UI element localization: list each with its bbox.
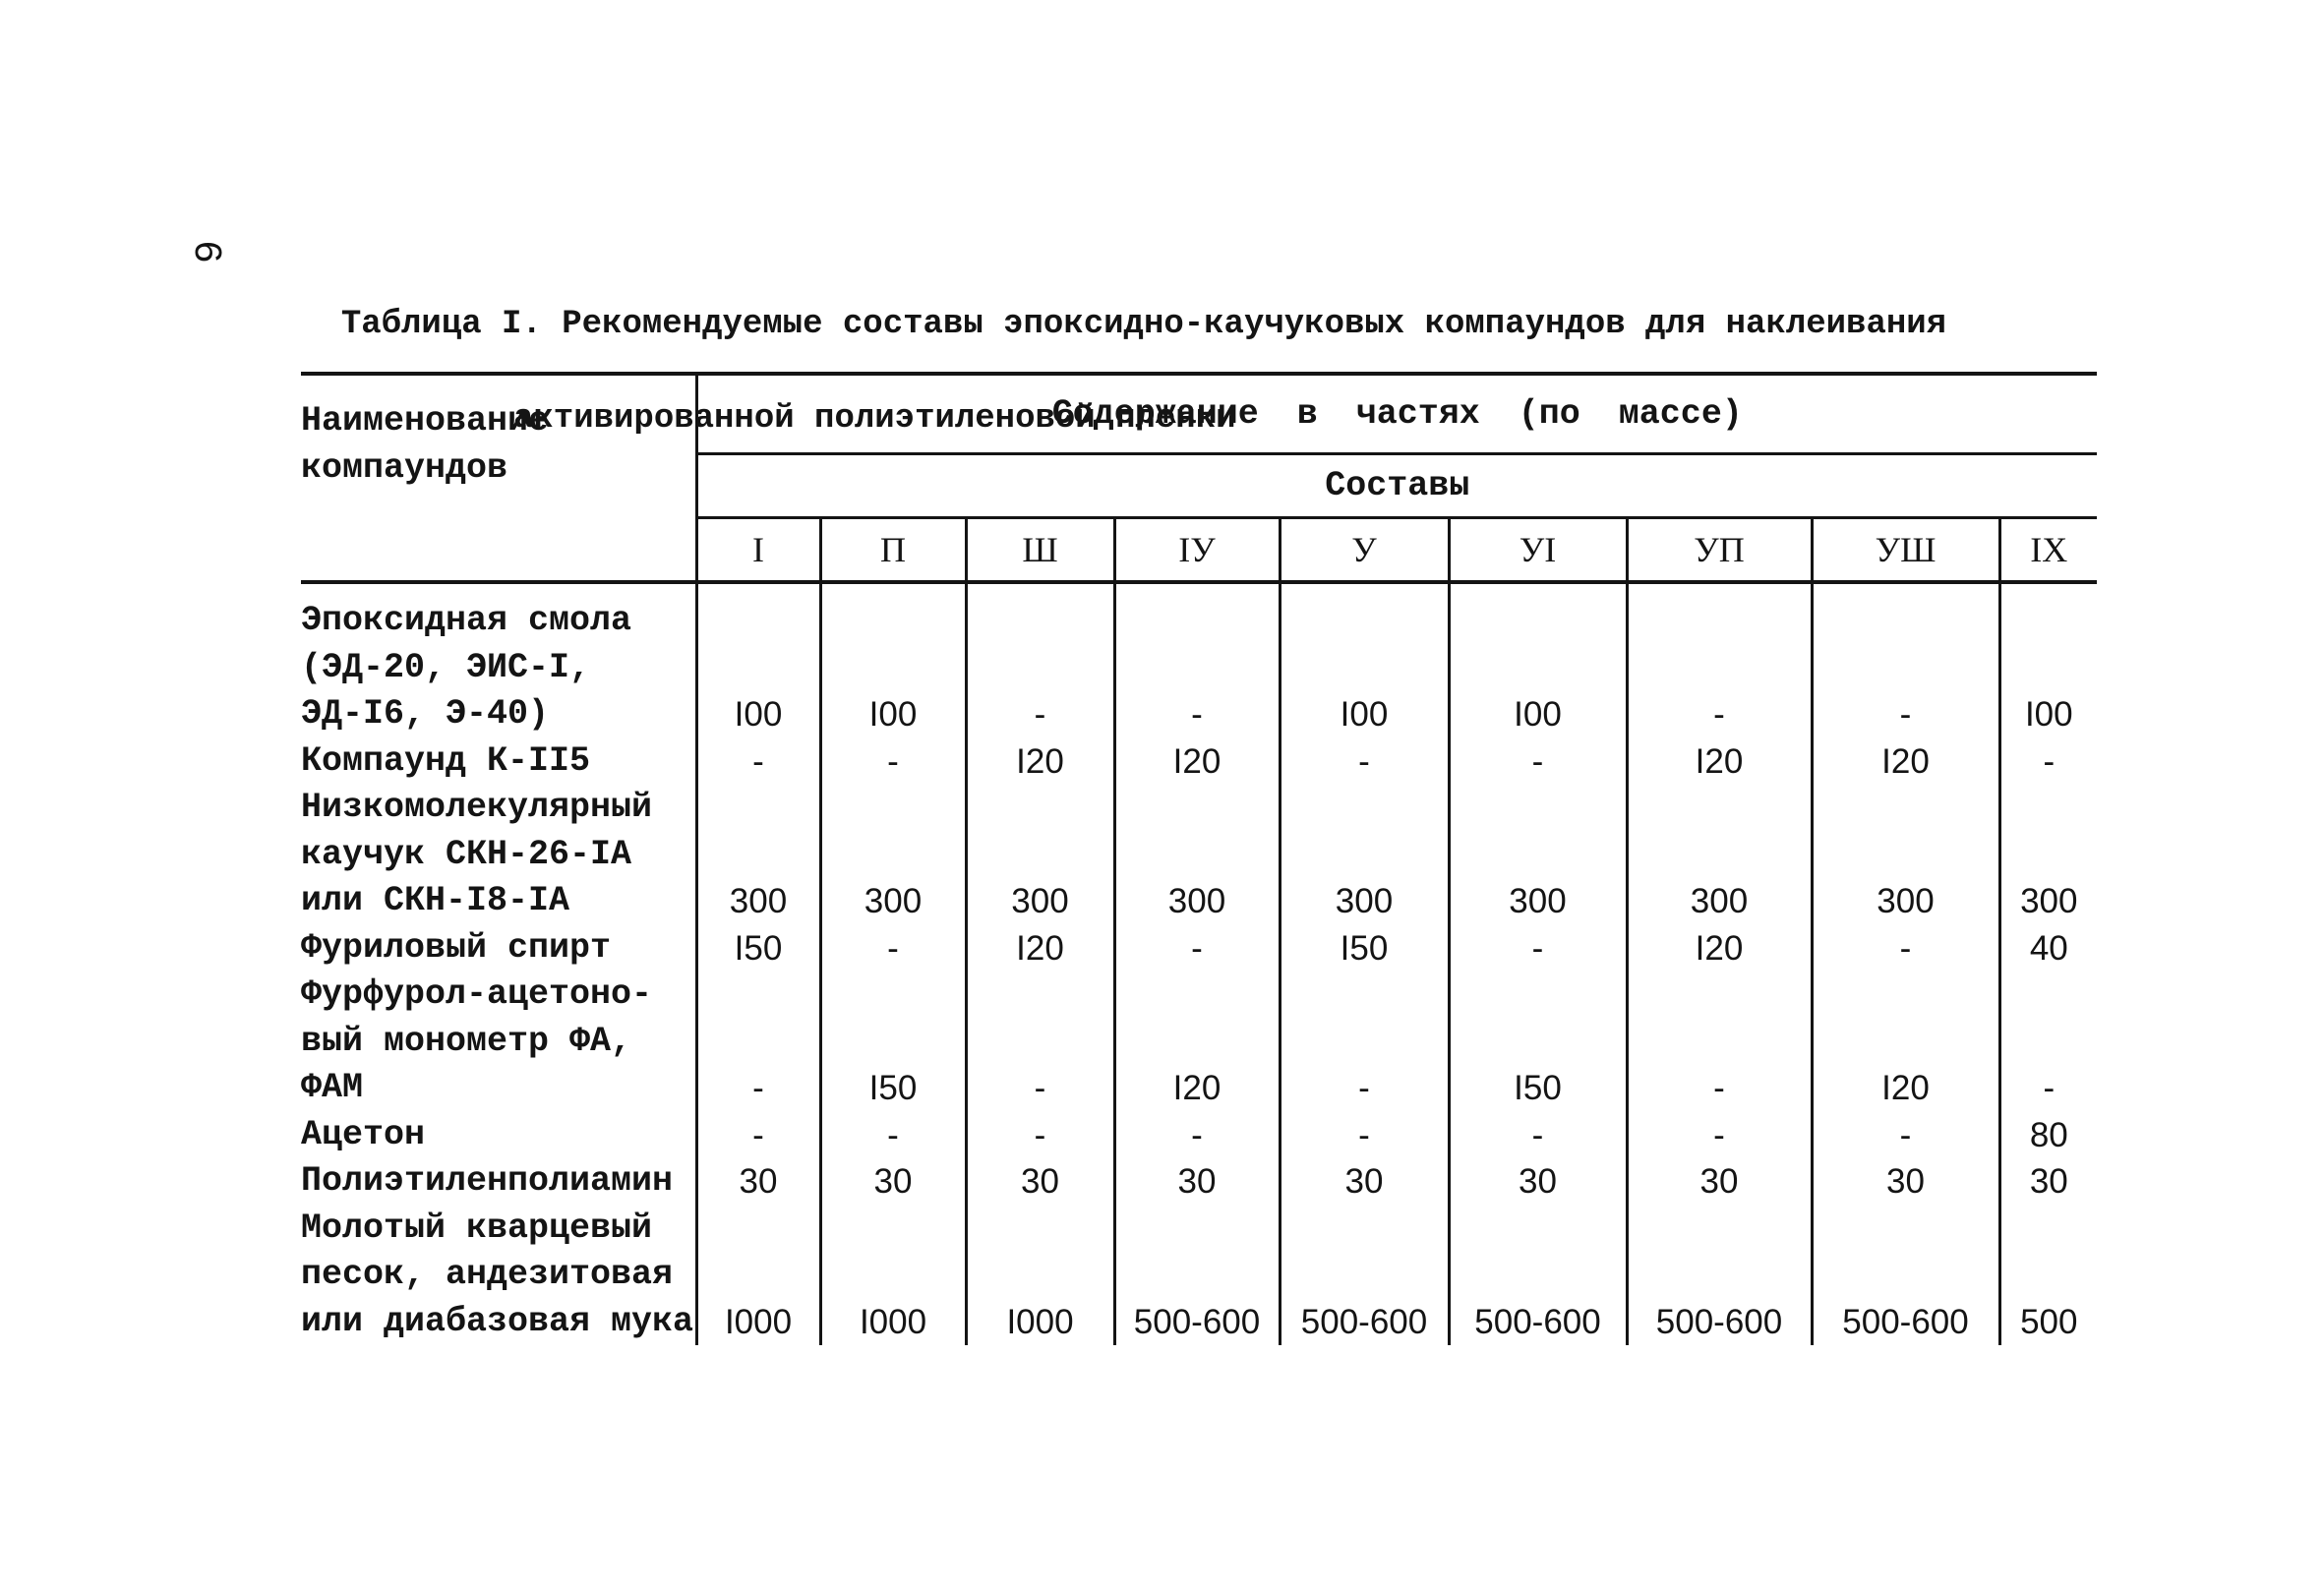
table-cell: 80 [1999, 1112, 2097, 1159]
table-row [301, 925, 2097, 972]
table-cell: I20 [1812, 972, 1999, 1112]
table-row [301, 972, 2097, 1112]
column-header: УI [1449, 518, 1627, 583]
table-cell: I20 [1114, 738, 1280, 786]
table-cell: 40 [1999, 925, 2097, 972]
table-cell: I00 [820, 598, 966, 738]
table-cell: I20 [1627, 925, 1812, 972]
table-cell: - [1449, 925, 1627, 972]
table-cell: I000 [696, 1206, 820, 1346]
row-name: Ацетон [301, 1114, 426, 1154]
row-name: Молотый кварцевый песок, андезитовая или диабазовая мука [301, 1208, 694, 1341]
column-header: У [1280, 518, 1449, 583]
table-cell: 300 [1280, 785, 1449, 925]
table-cell: I20 [1812, 738, 1999, 786]
table-cell: 30 [1812, 1158, 1999, 1206]
table-cell: 30 [1114, 1158, 1280, 1206]
table-cell: - [966, 972, 1114, 1112]
column-header: П [820, 518, 966, 583]
table-row [301, 785, 2097, 925]
table-cell: 30 [820, 1158, 966, 1206]
column-header: Ш [966, 518, 1114, 583]
table-row [301, 1206, 2097, 1346]
name-column-header: Наименование компаундов [301, 374, 696, 582]
table-cell: - [966, 598, 1114, 738]
table-cell: - [820, 738, 966, 786]
caption-line-1: Таблица I. Рекомендуемые составы эпоксидно-каучуковых компаундов для наклеивания [340, 306, 1947, 343]
table-cell: I20 [1114, 972, 1280, 1112]
table-cell: I00 [696, 598, 820, 738]
table-row [301, 598, 2097, 738]
row-name: Фурфурол-ацетоно- вый монометр ФА, ФАМ [301, 974, 653, 1107]
table-cell: I50 [696, 925, 820, 972]
page-number: 6 [183, 239, 228, 265]
table-cell: I000 [966, 1206, 1114, 1346]
table-cell: I50 [1280, 925, 1449, 972]
column-header: IУ [1114, 518, 1280, 583]
table-cell: - [1999, 972, 2097, 1112]
table-cell: I50 [820, 972, 966, 1112]
content-header: Содержание в частях (по массе) [696, 374, 2097, 454]
column-header: УП [1627, 518, 1812, 583]
table-cell: I00 [1999, 598, 2097, 738]
row-name: Эпоксидная смола (ЭД-20, ЭИС-I, ЭД-I6, Э-40) [301, 601, 632, 734]
table-cell: - [1627, 598, 1812, 738]
table-cell: - [696, 972, 820, 1112]
table-cell: 300 [966, 785, 1114, 925]
table-cell: 500-600 [1280, 1206, 1449, 1346]
table-cell: I00 [1449, 598, 1627, 738]
table-cell: 30 [1999, 1158, 2097, 1206]
table-cell: - [966, 1112, 1114, 1159]
table-cell: 30 [1627, 1158, 1812, 1206]
table-cell: - [1812, 925, 1999, 972]
table-cell: - [820, 1112, 966, 1159]
row-name: Низкомолекулярный каучук СКН-26-IА или СКН-I8-IА [301, 788, 653, 920]
table-cell: - [1627, 972, 1812, 1112]
table-cell: I20 [1627, 738, 1812, 786]
table-cell: - [1999, 738, 2097, 786]
table-cell: 300 [696, 785, 820, 925]
table-cell: 500 [1999, 1206, 2097, 1346]
table-cell: - [1114, 598, 1280, 738]
table-cell: - [1280, 1112, 1449, 1159]
caption-line-2: активированной полиэтиленовой пленки [513, 400, 1236, 438]
table-cell: I000 [820, 1206, 966, 1346]
table-cell: 30 [1280, 1158, 1449, 1206]
table-cell: I50 [1449, 972, 1627, 1112]
table-cell: 500-600 [1627, 1206, 1812, 1346]
column-header: I [696, 518, 820, 583]
table-cell: I20 [966, 925, 1114, 972]
table-row [301, 1112, 2097, 1159]
table-cell: 500-600 [1449, 1206, 1627, 1346]
compound-table [301, 372, 2097, 1345]
table-cell: - [1449, 738, 1627, 786]
table-cell: 300 [1812, 785, 1999, 925]
table-cell: 300 [1449, 785, 1627, 925]
row-name: Полиэтиленполиамин [301, 1161, 674, 1201]
table-cell: - [820, 925, 966, 972]
table-cell: 300 [1627, 785, 1812, 925]
table-cell: - [1280, 738, 1449, 786]
table-cell: - [1812, 1112, 1999, 1159]
table-cell: - [1627, 1112, 1812, 1159]
table-cell: 500-600 [1812, 1206, 1999, 1346]
row-name: Фуриловый спирт [301, 927, 612, 968]
table-cell: 30 [696, 1158, 820, 1206]
table-cell: 500-600 [1114, 1206, 1280, 1346]
table-cell: 300 [1114, 785, 1280, 925]
table-cell: I20 [966, 738, 1114, 786]
table-cell: 300 [820, 785, 966, 925]
table-cell: - [696, 738, 820, 786]
row-name: Компаунд К-II5 [301, 740, 591, 781]
table-cell: I00 [1280, 598, 1449, 738]
table-cell: - [1280, 972, 1449, 1112]
table-cell: - [696, 1112, 820, 1159]
table-cell: 300 [1999, 785, 2097, 925]
table-cell: - [1114, 1112, 1280, 1159]
table-cell: - [1114, 925, 1280, 972]
table-cell: 30 [1449, 1158, 1627, 1206]
column-header: IX [1999, 518, 2097, 583]
table-row [301, 1158, 2097, 1206]
table-row [301, 738, 2097, 786]
table-cell: - [1449, 1112, 1627, 1159]
table-cell: 30 [966, 1158, 1114, 1206]
compositions-header: Составы [696, 454, 2097, 518]
table-cell: - [1812, 598, 1999, 738]
column-header: УШ [1812, 518, 1999, 583]
